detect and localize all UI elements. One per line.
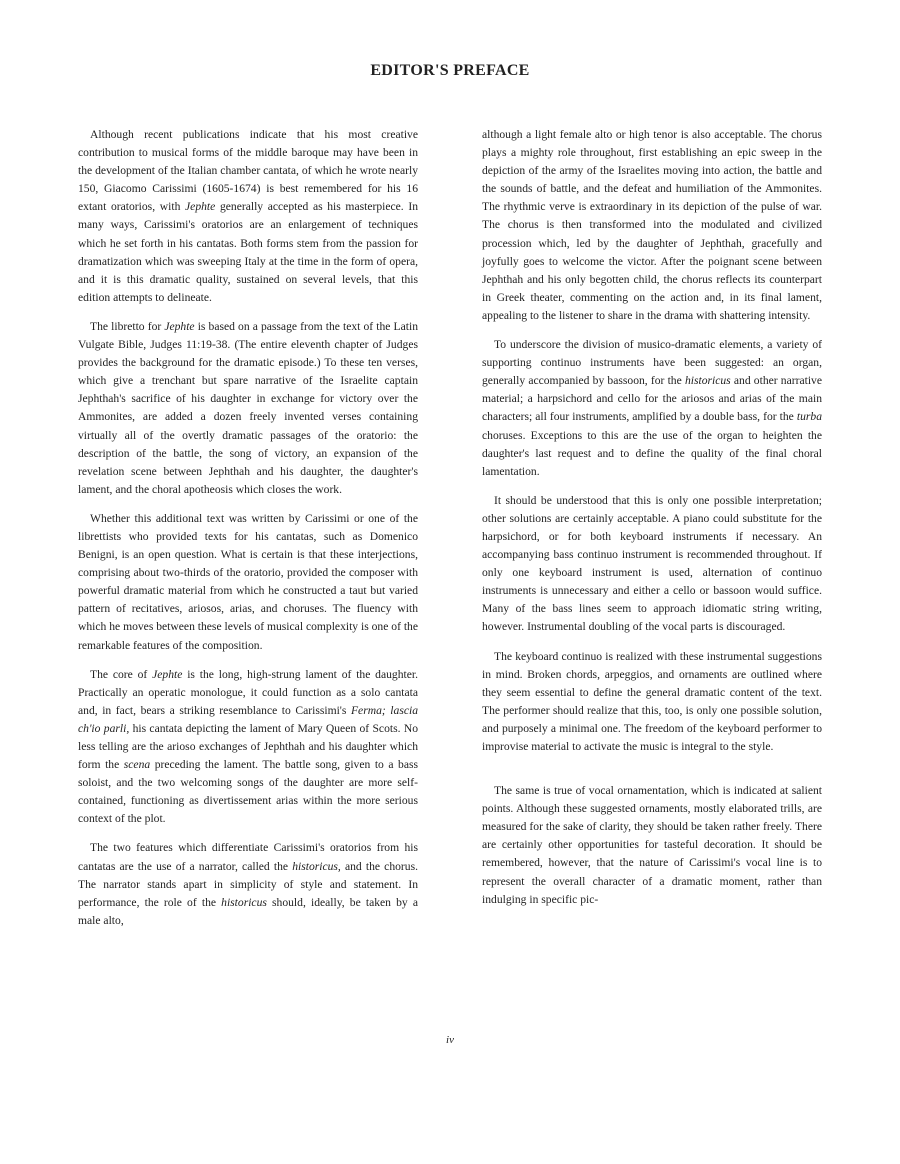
paragraph	[482, 492, 822, 637]
paragraph	[482, 782, 822, 909]
paragraph	[482, 648, 822, 757]
paragraph	[78, 666, 418, 829]
text-run: choruses. Exceptions to this are the use of the organ to heighten the daughter's last request and to define the quality of the final choral lamentation.	[482, 428, 822, 478]
italic-text: Ferma; lascia ch'io parli,	[78, 703, 418, 735]
text-run: is based on a passage from the text of the Latin Vulgate Bible, Judges 11:19-38. (The entire eleventh chapter of Judges provides the background for the dramatic episode.) To these ten verses, which give a trenchant but spare narrative of the Israelite captain Jephthah's sacrifice of his daughter in exchange for victory over the Ammonites, are added a dozen freely invented verses containing virtually all of the overtly dramatic passages of the oratorio: the description of the battle, the song of victory, an expansion of the revelation scene between Jephthah and his daughter, the daughter's lament, and the choral apotheosis which closes the work.	[78, 319, 418, 496]
paragraph	[78, 510, 418, 655]
paragraph	[482, 336, 822, 481]
text-run: although a light female alto or high tenor is also acceptable. The chorus plays a mighty role throughout, first establishing an epic sweep in the depiction of the army of the Israelites moving into action, the battle and the sounds of battle, and the defeat and humiliation of the Ammonites. The rhythmic verve is extraordinary in its depiction of the pulse of war. The chorus is then transformed into the modulated and civilized procession which, led by the daughter of Jephthah, gracefully and joyfully goes to welcome the victor. After the poignant scene between Jephthah and his only begotten child, the chorus reflects its counterpart in Greek theater, commenting on the action and, in its final lament, appealing to the listener to share in the drama with shattering intensity.	[482, 128, 822, 322]
italic-text: historicus,	[292, 859, 341, 873]
text-run: and other narrative material; a harpsichord and cello for the ariosos and arias of the main characters; all four instruments, amplified by a double bass, for the	[482, 374, 822, 424]
italic-text: Jephte	[164, 319, 195, 333]
italic-text: scena	[123, 758, 151, 772]
text-run: should, ideally, be taken by a male alto,	[78, 895, 418, 927]
text-run: generally accepted as his masterpiece. In many ways, Carissimi's oratorios are an enlargement of techniques which he set forth in his cantatas. Both forms stem from the passion for dramatization which was sweeping Italy at the time in the form of opera, and it is this dramatic quality, sustained on several levels, that this edition attempts to delineate.	[78, 200, 419, 304]
paragraph	[78, 126, 418, 307]
page-title: EDITOR'S PREFACE	[370, 62, 530, 79]
italic-text: historicus	[221, 895, 267, 909]
text-run: Although recent publications indicate that his most creative contribution to musical forms of the middle baroque may have been in the development of the Italian chamber cantata, of which he wrote nearly 150, Giacomo Carissimi (1605-1674) is best remembered for his 16 extant oratorios, with	[78, 128, 418, 214]
text-run: and the chorus. The narrator stands apart in simplicity of style and statement. In performance, the role of the	[78, 859, 418, 909]
text-run: To underscore the division of musico-dramatic elements, a variety of supporting continuo instruments have been suggested: an organ, generally accompanied by bassoon, for the	[482, 338, 822, 388]
text-run: The same is true of vocal ornamentation, which is indicated at salient points. Although these suggested ornaments, mostly elaborated trills, are measured for the sake of clarity, they should be taken rather freely. There are certainly other opportunities for tasteful decoration. It should be remembered, however, that the nature of Carissimi's vocal line is to represent the overall character of a dramatic moment, rather than indulging in specific pic-	[482, 784, 822, 906]
paragraph	[78, 839, 418, 929]
right-column	[482, 126, 822, 920]
text-run: The keyboard continuo is realized with these instrumental suggestions in mind. Broken chords, arpeggios, and ornaments are outlined where they seem essential to define the general dramatic content of the text. The performer should realize that this, too, is only one possible solution, and purposely a minimal one. The freedom of the keyboard performer to improvise material to activate the music is integral to the style.	[482, 649, 822, 753]
paragraph	[482, 126, 822, 325]
text-run: is the long, high-strung lament of the daughter. Practically an operatic monologue, it could function as a solo cantata and, in fact, bears a striking resemblance to Carissimi's	[78, 667, 419, 717]
left-column	[78, 126, 418, 941]
text-run: The libretto for	[90, 319, 165, 333]
text-run: It should be understood that this is only one possible interpretation; other solutions are certainly acceptable. A piano could substitute for the harpsichord, or for both keyboard instruments if necessary. An accompanying bass continuo instrument is recommended throughout. If only one keyboard instrument is used, alternation of continuo instruments is unnecessary and either a cello or bassoon would suffice. Many of the bass lines seem to approach idiomatic string writing, however. Instrumental doubling of the vocal parts is discouraged.	[482, 493, 822, 634]
italic-text: historicus	[684, 374, 731, 388]
italic-text: turba	[796, 410, 822, 424]
text-run: his cantata depicting the lament of Mary Queen of Scots. No less telling are the arioso exchanges of Jephthah and his daughter which form the	[78, 721, 419, 772]
text-run: The core of	[90, 667, 153, 681]
page-number: iv	[446, 1034, 454, 1046]
paragraph	[78, 318, 418, 499]
text-run: Whether this additional text was written by Carissimi or one of the librettists who provided texts for his cantatas, such as Domenico Benigni, is an open question. What is certain is that these interjections, comprising about two-thirds of the oratorio, provided the composer with powerful dramatic material from which he constructed a taut but varied pattern of recitatives, ariosos, arias, and choruses. The fluency with which he moves between these levels of musical complexity is one of the remarkable features of the composition.	[78, 511, 418, 652]
italic-text: Jephte	[152, 667, 183, 681]
text-run: The two features which differentiate Carissimi's oratorios from his cantatas are the use of a narrator, called the	[78, 841, 418, 873]
italic-text: Jephte	[185, 200, 216, 214]
text-run: preceding the lament. The battle song, given to a bass soloist, and the two welcoming songs of the daughter are more self-contained, functioning as divertissement arias within the more serious context of the plot.	[78, 758, 419, 826]
